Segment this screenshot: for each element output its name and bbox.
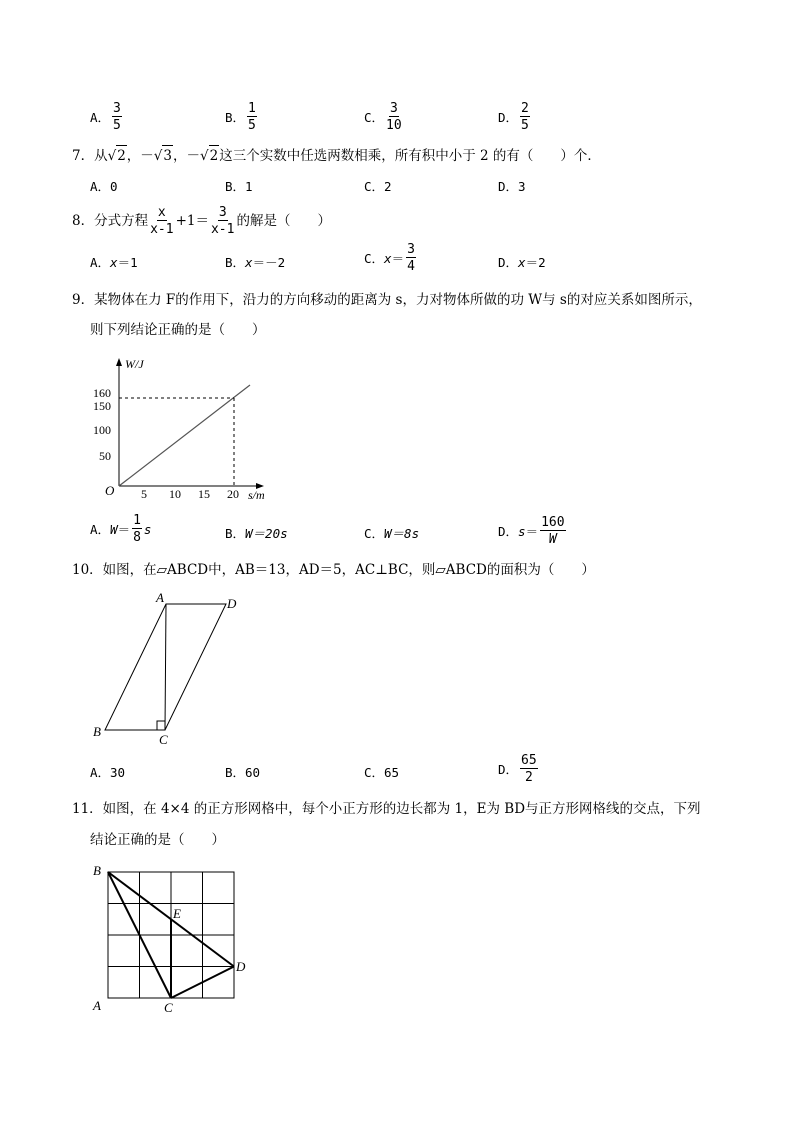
q7-option-b[interactable]: B．1: [225, 179, 253, 194]
fraction: $\frac{160}{W}$: [541, 515, 565, 547]
y-tick-label: 160: [93, 386, 111, 400]
option-label: D．: [498, 110, 519, 125]
fraction: $\frac{3}{x-1}$: [210, 205, 235, 237]
q8-option-d[interactable]: D． x ＝2: [498, 254, 546, 270]
fraction: $\frac{2}{5}$: [521, 101, 529, 133]
q8-option-a[interactable]: A． x ＝1: [90, 254, 138, 270]
work-line: [119, 385, 250, 486]
q9-stem-line2: 则下列结论正确的是（ ）: [90, 322, 266, 338]
option-label: C．: [364, 110, 385, 125]
vertex-label-a: A: [156, 590, 164, 605]
option-label: A．: [90, 110, 111, 125]
x-tick-label: 20: [227, 487, 239, 501]
sqrt-3: √ 3: [154, 145, 173, 166]
y-tick-label: 100: [93, 423, 111, 437]
q9-option-c[interactable]: C． W＝8s: [364, 526, 420, 541]
q7-option-a[interactable]: A．0: [90, 179, 118, 194]
fraction: $\frac{1}{8}$: [133, 513, 141, 545]
q9-option-d[interactable]: D． s ＝ $\frac{160}{W}$: [498, 515, 565, 547]
q7-option-d[interactable]: D．3: [498, 179, 526, 194]
q8-stem: 8． 分式方程 $\frac{x}{x-1}$ +1＝ $\frac{3}{x-1}$ 的解是（ ）: [72, 205, 331, 237]
vertex-label-c: C: [159, 732, 168, 747]
vertex-label-b: B: [93, 724, 101, 739]
point-label-e: E: [173, 906, 181, 921]
fraction: $\frac{3}{10}$: [386, 101, 402, 133]
q6-option-a[interactable]: [90, 102, 124, 132]
q11-grid-figure: [88, 860, 258, 1020]
x-tick-label: 5: [141, 487, 147, 501]
fraction: $\frac{1}{5}$: [248, 101, 256, 133]
y-axis-label: W/J: [125, 357, 144, 371]
q9-work-distance-graph: [88, 352, 288, 504]
q6-option-b[interactable]: [225, 102, 259, 132]
x-axis-label: s/m: [248, 488, 265, 502]
point-label-a: A: [93, 998, 101, 1013]
point-label-b: B: [93, 863, 101, 878]
q10-stem: 10．如图，在▱ABCD中，AB＝13，AD＝5，AC⊥BC，则▱ABCD的面积为（ ）: [72, 562, 595, 578]
q10-option-c[interactable]: C．65: [364, 765, 400, 780]
fraction: $\frac{3}{4}$: [407, 242, 415, 274]
origin-label: O: [105, 483, 115, 498]
vertex-label-d: D: [227, 596, 237, 611]
sqrt-2: √ 2: [200, 145, 219, 166]
q10-option-d[interactable]: D． $\frac{65}{2}$: [498, 753, 537, 785]
q9-stem-line1: 9．某物体在力 F的作用下，沿力的方向移动的距离为 s，力对物体所做的功 W与 s的对应关系如图所示，: [72, 292, 702, 308]
fraction: $\frac{3}{5}$: [113, 101, 121, 133]
y-tick-label: 50: [99, 449, 111, 463]
y-tick-label: 150: [93, 399, 111, 413]
q10-option-b[interactable]: B．60: [225, 765, 261, 780]
point-label-c: C: [164, 1000, 173, 1015]
sqrt-2: √ 2: [108, 145, 127, 166]
fraction: $\frac{65}{2}$: [521, 753, 537, 785]
q7-stem: 7．从 √ 2 ，－ √ 3 ，－ √ 2 这三个实数中任选两数相乘，所有积中小于 2 的有（ ）个．: [72, 145, 601, 166]
q6-option-d[interactable]: [498, 102, 532, 132]
q8-option-c[interactable]: C． x ＝ $\frac{3}{4}$: [364, 242, 415, 274]
fraction: $\frac{x}{x-1}$: [150, 205, 174, 237]
q11-stem-line1: 11．如图，在 4×4 的正方形网格中，每个小正方形的边长都为 1，E为 BD与正方形网格线的交点，下列: [72, 801, 701, 817]
point-label-d: D: [236, 959, 246, 974]
x-tick-label: 15: [198, 487, 210, 501]
q9-option-b[interactable]: B． W＝20s: [225, 526, 288, 541]
q6-option-c[interactable]: [364, 102, 404, 132]
q10-option-a[interactable]: A．30: [90, 765, 126, 780]
q8-option-b[interactable]: B． x ＝－2: [225, 254, 286, 270]
q7-option-c[interactable]: C．2: [364, 179, 392, 194]
q9-option-a[interactable]: A． W ＝ $\frac{1}{8}$ s: [90, 513, 152, 545]
q10-parallelogram-figure: [88, 588, 248, 750]
x-tick-label: 10: [169, 487, 181, 501]
option-label: B．: [225, 110, 246, 125]
q11-stem-line2: 结论正确的是（ ）: [90, 832, 225, 848]
